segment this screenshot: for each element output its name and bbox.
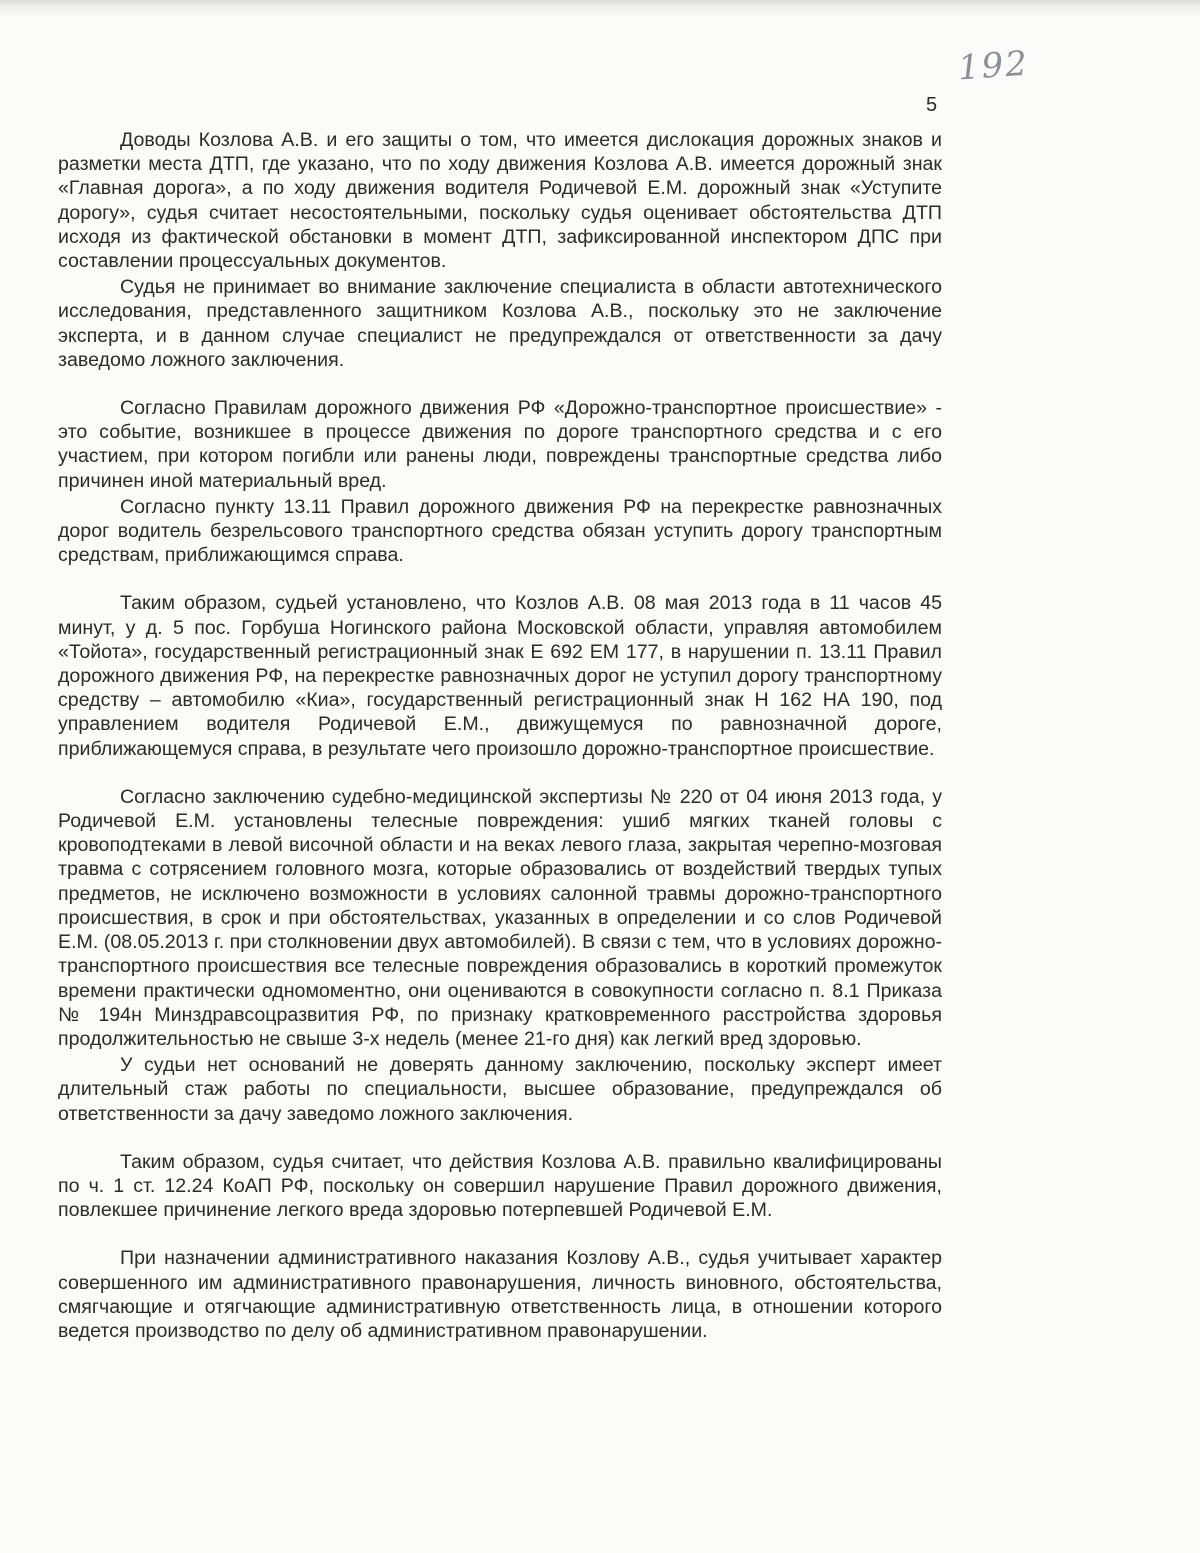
paragraph-specialist-conclusion: Судья не принимает во внимание заключение специалиста в области автотехнического исследования, представленного защитником Козлова А.В., поскольку это не заключение эксперта, и в данном случае специалист не предупреждался от ответственности за дачу заведомо ложного заключения. (58, 276, 942, 371)
page-number: 5 (926, 94, 938, 116)
document-body (58, 128, 942, 1343)
paragraph-trust-in-expert: У судьи нет оснований не доверять данному заключению, поскольку эксперт имеет длительный стаж работы по специальности, высшее образование, предупреждался об ответственности за дачу заведомо ложного заключения. (58, 1054, 942, 1125)
paragraph-accident-definition: Согласно Правилам дорожного движения РФ «Дорожно-транспортное происшествие» - это событие, возникшее в процессе движения по дороге транспортного средства и с его участием, при котором погибли или ранены люди, повреждены транспортные средства либо причинен иной материальный вред. (58, 397, 942, 492)
paragraph-rule-13-11: Согласно пункту 13.11 Правил дорожного движения РФ на перекрестке равнозначных дорог водитель безрельсового транспортного средства обязан уступить дорогу транспортным средствам, приближающимся справа. (58, 495, 942, 567)
scan-top-edge (0, 0, 1200, 18)
paragraph-established-facts: Таким образом, судьей установлено, что Козлов А.В. 08 мая 2013 года в 11 часов 45 минут, у д. 5 пос. Горбуша Ногинского района Московской области, управляя автомобилем «Тойота», государственный регистрационный знак Е 692 ЕМ 177, в нарушении п. 13.11 Правил дорожного движения РФ, на перекрестке равнозначных дорог не уступил дорогу транспортному средству – автомобилю «Киа», государственный регистрационный знак Н 162 НА 190, под управлением водителя Родичевой Е.М., движущемуся по равнозначной дороге, приближающемуся справа, в результате чего произошло дорожно-транспортное происшествие. (58, 592, 942, 760)
paragraph-medical-expertise: Согласно заключению судебно-медицинской экспертизы № 220 от 04 июня 2013 года, у Родичевой Е.М. установлены телесные повреждения: ушиб мягких тканей головы с кровоподтеками в левой височной области и на веках левого глаза, закрытая черепно-мозговая травма с сотрясением головного мозга, которые образовались от воздействий твердых тупых предметов, не исключено возможности в условиях салонной травмы дорожно-транспортного происшествия, в срок и при обстоятельствах, указанных в определении и со слов Родичевой Е.М. (08.05.2013 г. при столкновении двух автомобилей). В связи с тем, что в условиях дорожно-транспортного происшествия все телесные повреждения образовались в короткий промежуток времени практически одномоментно, они оцениваются в совокупности согласно п. 8.1 Приказа № 194н Минздравсоцразвития РФ, по признаку кратковременного расстройства здоровья продолжительностью не свыше 3-х недель (менее 21-го дня) как легкий вред здоровью. (58, 785, 942, 1050)
paragraph-punishment: При назначении административного наказания Козлову А.В., судья учитывает характер совершенного им административного правонарушения, личность виновного, обстоятельства, смягчающие и отягчающие административную ответственность лица, в отношении которого ведется производство по делу об административном правонарушении. (58, 1247, 942, 1342)
paragraph-defense-arguments: Доводы Козлова А.В. и его защиты о том, что имеется дислокация дорожных знаков и разметки места ДТП, где указано, что по ходу движения Козлова А.В. имеется дорожный знак «Главная дорога», а по ходу движения водителя Родичевой Е.М. дорожный знак «Уступите дорогу», судья считает несостоятельными, поскольку судья оценивает обстоятельства ДТП исходя из фактической обстановки в момент ДТП, зафиксированной инспектором ДПС при составлении процессуальных документов. (58, 129, 942, 273)
paragraph-qualification: Таким образом, судья считает, что действия Козлова А.В. правильно квалифицированы по ч. 1 ст. 12.24 КоАП РФ, поскольку он совершил нарушение Правил дорожного движения, повлекшее причинение легкого вреда здоровью потерпевшей Родичевой Е.М. (58, 1150, 942, 1222)
handwritten-sheet-number: 192 (956, 43, 1031, 89)
